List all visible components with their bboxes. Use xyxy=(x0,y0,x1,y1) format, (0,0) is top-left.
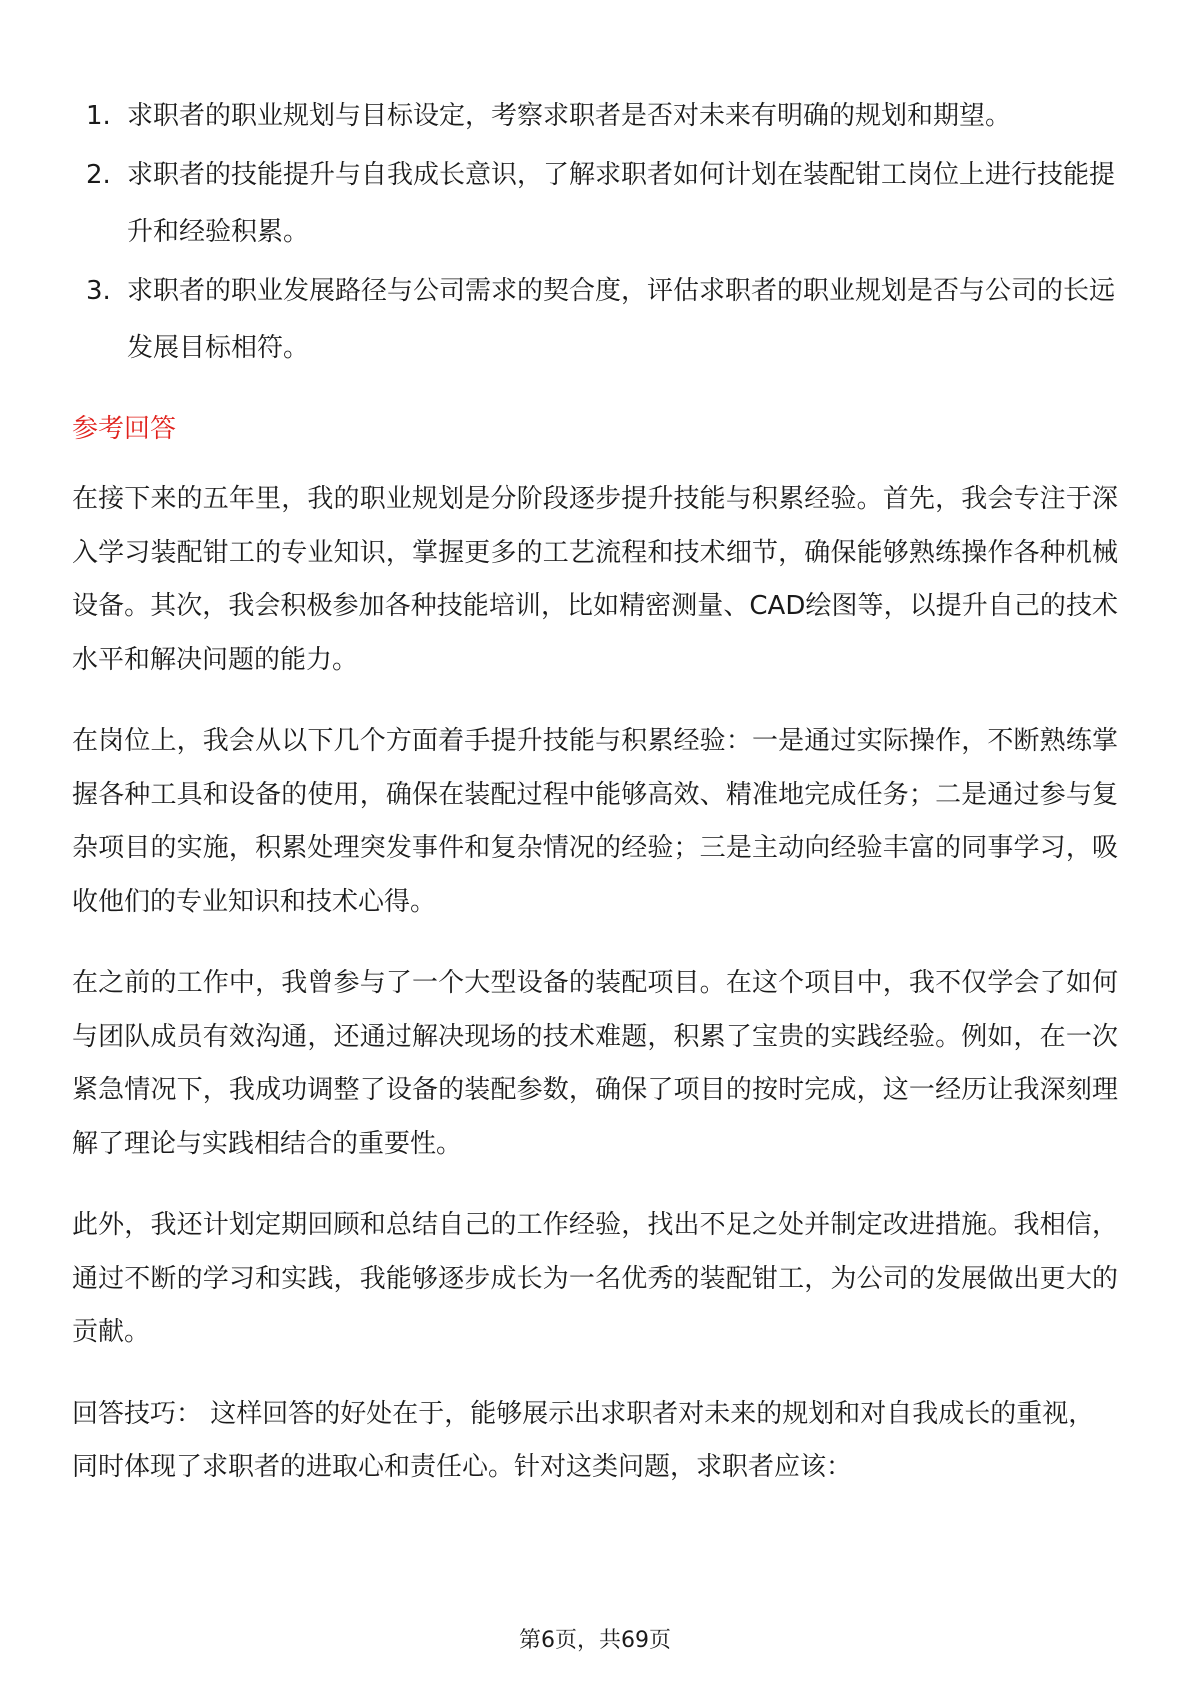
answer-section-title: 参考回答 xyxy=(72,414,177,444)
page-footer: 第6页，共69页 xyxy=(519,1628,671,1653)
question-list xyxy=(72,88,1118,377)
answer-paragraph: 在岗位上，我会从以下几个方面着手提升技能与积累经验：一是通过实际操作，不断熟练掌握各种工具和设备的使用，确保在装配过程中能够高效、精准地完成任务；二是通过参与复杂项目的实施，积累处理突发事件和复杂情况的经验；三是主动向经验丰富的同事学习，吸收他们的专业知识和技术心得。 xyxy=(72,726,1118,917)
list-item-number: 1. xyxy=(86,101,111,131)
answer-paragraph: 在之前的工作中，我曾参与了一个大型设备的装配项目。在这个项目中，我不仅学会了如何与团队成员有效沟通，还通过解决现场的技术难题，积累了宝贵的实践经验。例如，在一次紧急情况下，我成功调整了设备的装配参数，确保了项目的按时完成，这一经历让我深刻理解了理论与实践相结合的重要性。 xyxy=(72,968,1118,1159)
answer-paragraph: 在接下来的五年里，我的职业规划是分阶段逐步提升技能与积累经验。首先，我会专注于深入学习装配钳工的专业知识，掌握更多的工艺流程和技术细节，确保能够熟练操作各种机械设备。其次，我会积极参加各种技能培训，比如精密测量、CAD绘图等，以提升自己的技术水平和解决问题的能力。 xyxy=(72,484,1118,675)
page-content xyxy=(72,88,1118,1495)
list-item-number: 3. xyxy=(86,276,111,306)
answer-tips: 回答技巧： 这样回答的好处在于，能够展示出求职者对未来的规划和对自我成长的重视，同时体现了求职者的进取心和责任心。针对这类问题，求职者应该： xyxy=(72,1398,1095,1482)
list-item-text: 求职者的技能提升与自我成长意识，了解求职者如何计划在装配钳工岗位上进行技能提升和经验积累。 xyxy=(127,160,1116,247)
list-item xyxy=(72,147,1118,261)
list-item xyxy=(72,88,1118,145)
list-item xyxy=(72,263,1118,377)
answer-paragraph: 此外，我还计划定期回顾和总结自己的工作经验，找出不足之处并制定改进措施。我相信，通过不断的学习和实践，我能够逐步成长为一名优秀的装配钳工，为公司的发展做出更大的贡献。 xyxy=(72,1210,1118,1347)
list-item-text: 求职者的职业规划与目标设定，考察求职者是否对未来有明确的规划和期望。 xyxy=(127,101,1012,131)
list-item-number: 2. xyxy=(86,160,111,190)
list-item-text: 求职者的职业发展路径与公司需求的契合度，评估求职者的职业规划是否与公司的长远发展目标相符。 xyxy=(127,276,1116,363)
